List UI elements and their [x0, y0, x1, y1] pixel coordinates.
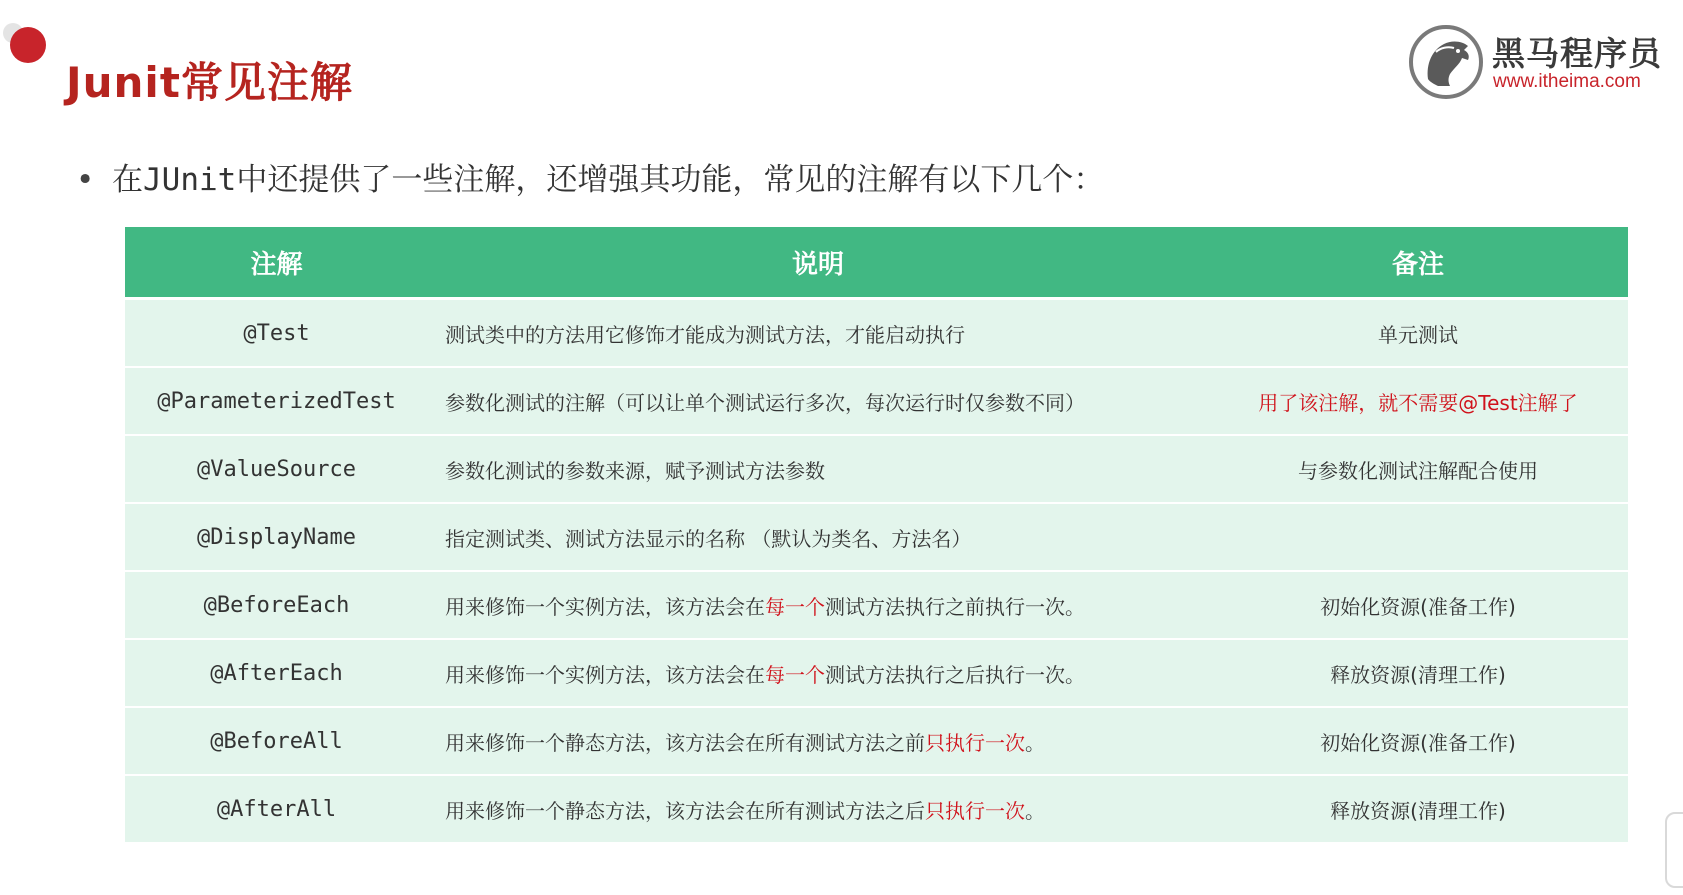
description-text: 测试方法执行之前执行一次。 [825, 594, 1085, 619]
intro-bullet [76, 154, 1104, 199]
table-row [125, 367, 1628, 435]
description-text: 。 [1025, 798, 1045, 823]
annotation-cell: @Test [125, 299, 428, 368]
description-cell [428, 707, 1208, 775]
description-text: 测试方法执行之后执行一次。 [825, 662, 1085, 687]
annotation-cell: @ValueSource [125, 435, 428, 503]
red-dot-icon [10, 27, 46, 63]
annotation-cell: @AfterEach [125, 639, 428, 707]
description-cell [428, 299, 1208, 368]
description-highlight: 每一个 [765, 662, 825, 687]
description-cell [428, 639, 1208, 707]
table-row [125, 299, 1628, 368]
note-cell: 与参数化测试注解配合使用 [1208, 435, 1628, 503]
slide-title: Junit常见注解 [66, 58, 353, 107]
header-annotation: 注解 [125, 227, 428, 299]
description-text: 用来修饰一个静态方法，该方法会在所有测试方法之后 [445, 798, 925, 823]
description-text: 指定测试类、测试方法显示的名称 （默认为类名、方法名） [445, 526, 972, 551]
table-row [125, 435, 1628, 503]
brand-logo [1408, 24, 1663, 99]
annotation-cell: @BeforeAll [125, 707, 428, 775]
table-row [125, 707, 1628, 775]
description-cell [428, 435, 1208, 503]
header-note: 备注 [1208, 227, 1628, 299]
description-cell [428, 775, 1208, 843]
intro-text-after: 中还提供了一些注解，还增强其功能，常见的注解有以下几个： [236, 162, 1105, 198]
annotation-cell: @BeforeEach [125, 571, 428, 639]
description-text: 用来修饰一个实例方法，该方法会在 [445, 662, 765, 687]
description-text: 参数化测试的注解（可以让单个测试运行多次，每次运行时仅参数不同） [445, 390, 1085, 415]
annotation-cell: @ParameterizedTest [125, 367, 428, 435]
note-cell-highlight: 用了该注解，就不需要@Test注解了 [1208, 367, 1628, 435]
horse-logo-icon [1408, 24, 1484, 100]
header-description: 说明 [428, 227, 1208, 299]
description-highlight: 只执行一次 [925, 798, 1025, 823]
description-highlight: 只执行一次 [925, 730, 1025, 755]
table-row [125, 775, 1628, 843]
side-panel-handle[interactable] [1665, 812, 1683, 888]
note-cell: 初始化资源(准备工作) [1208, 707, 1628, 775]
description-text: 用来修饰一个实例方法，该方法会在 [445, 594, 765, 619]
table-row [125, 571, 1628, 639]
intro-code: JUnit [143, 162, 237, 198]
table-row [125, 639, 1628, 707]
bullet-icon: • [76, 162, 95, 198]
description-cell [428, 503, 1208, 571]
note-cell: 释放资源(清理工作) [1208, 639, 1628, 707]
annotation-cell: @DisplayName [125, 503, 428, 571]
table-row [125, 503, 1628, 571]
brand-name: 黑马程序员 [1492, 34, 1662, 73]
description-cell [428, 571, 1208, 639]
table-header-row [125, 227, 1628, 299]
note-cell: 初始化资源(准备工作) [1208, 571, 1628, 639]
note-cell: 释放资源(清理工作) [1208, 775, 1628, 843]
description-text: 用来修饰一个静态方法，该方法会在所有测试方法之前 [445, 730, 925, 755]
note-cell: 单元测试 [1208, 299, 1628, 368]
description-text: 测试类中的方法用它修饰才能成为测试方法，才能启动执行 [445, 322, 965, 347]
annotation-cell: @AfterAll [125, 775, 428, 843]
description-text: 。 [1025, 730, 1045, 755]
description-highlight: 每一个 [765, 594, 825, 619]
description-text: 参数化测试的参数来源，赋予测试方法参数 [445, 458, 825, 483]
note-cell [1208, 503, 1628, 571]
annotation-table [125, 227, 1628, 844]
description-cell [428, 367, 1208, 435]
intro-text-before: 在 [112, 162, 143, 198]
brand-url: www.itheima.com [1493, 71, 1641, 92]
